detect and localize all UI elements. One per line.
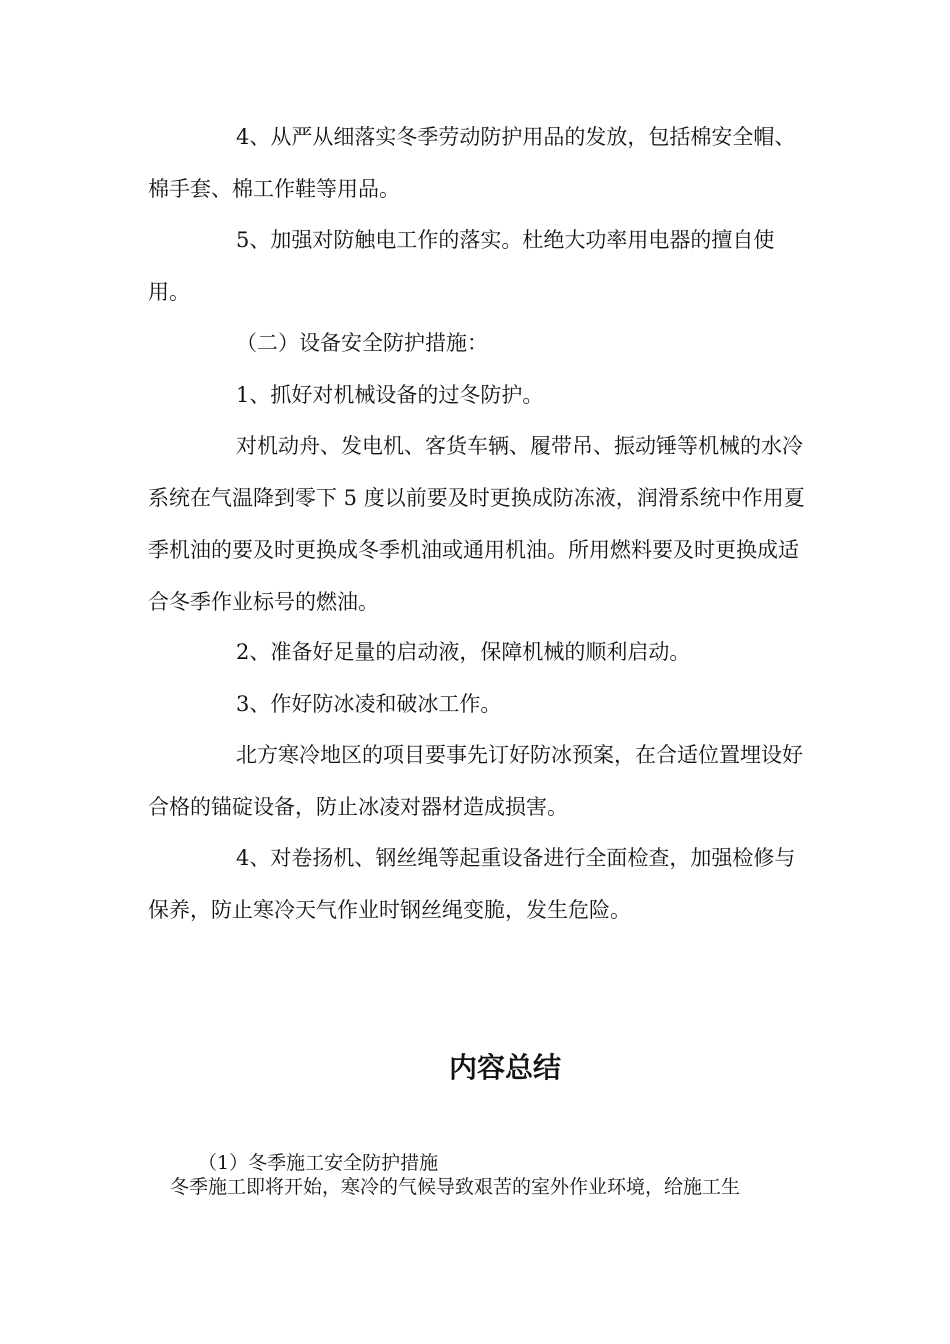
paragraph-ice-prevention: 3、作好防冰凌和破冰工作。 [236,692,502,716]
paragraph-protective-gear: 4、从严从细落实冬季劳动防护用品的发放，包括棉安全帽、棉手套、棉工作鞋等用品。 [148,125,796,201]
section-heading-equipment: （二）设备安全防护措施： [236,331,488,355]
paragraph-ice-plan: 北方寒冷地区的项目要事先订好防冰预案，在合适位置埋设好合格的锚碇设备，防止冰凌对器材造成损害。 [148,743,803,819]
summary-heading: 内容总结 [448,1051,561,1084]
summary-subheading: （1）冬季施工安全防护措施 [198,1152,439,1174]
paragraph-machinery-details: 对机动舟、发电机、客货车辆、履带吊、振动锤等机械的水冷系统在气温降到零下 5 度以前要及时更换成防冻液，润滑系统中作用夏季机油的要及时更换成冬季机油或通用机油。所用燃料要及时更换成适合冬季作业标号的燃油。 [148,434,805,614]
summary-body: 冬季施工即将开始，寒冷的气候导致艰苦的室外作业环境，给施工生 [170,1176,741,1198]
paragraph-starter-fluid: 2、准备好足量的启动液，保障机械的顺利启动。 [236,640,691,664]
paragraph-lifting-equipment: 4、对卷扬机、钢丝绳等起重设备进行全面检查，加强检修与保养，防止寒冷天气作业时钢丝绳变脆，发生危险。 [148,846,796,922]
paragraph-machinery-winter: 1、抓好对机械设备的过冬防护。 [236,383,544,407]
paragraph-electric-safety: 5、加强对防触电工作的落实。杜绝大功率用电器的擅自使用。 [148,228,775,304]
